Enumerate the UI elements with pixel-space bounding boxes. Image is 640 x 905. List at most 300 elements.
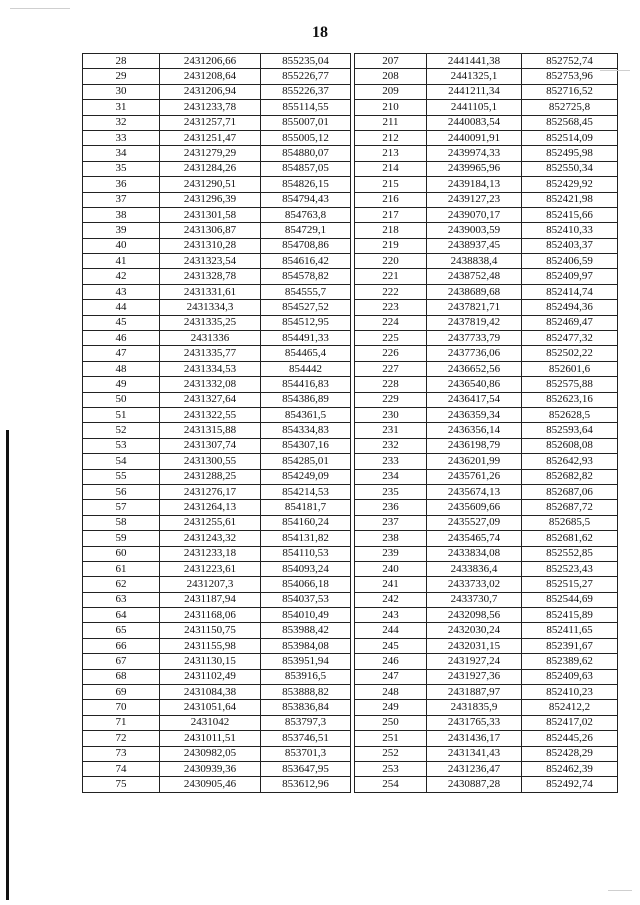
- point-number-left: 41: [83, 254, 160, 269]
- y-coordinate-right: 852515,27: [522, 577, 618, 592]
- point-number-right: 240: [355, 561, 427, 576]
- table-row: [83, 515, 618, 530]
- table-row: [83, 392, 618, 407]
- y-coordinate-right: 852544,69: [522, 592, 618, 607]
- y-coordinate-right: 852429,92: [522, 177, 618, 192]
- x-coordinate-left: 2431301,58: [160, 207, 261, 222]
- table-row: [83, 469, 618, 484]
- point-number-left: 31: [83, 100, 160, 115]
- y-coordinate-left: 855235,04: [261, 54, 351, 69]
- x-coordinate-left: 2431187,94: [160, 592, 261, 607]
- x-coordinate-right: 2431887,97: [427, 685, 522, 700]
- point-number-left: 52: [83, 423, 160, 438]
- page-number: 18: [312, 24, 328, 41]
- x-coordinate-left: 2430982,05: [160, 746, 261, 761]
- y-coordinate-left: 854181,7: [261, 500, 351, 515]
- y-coordinate-left: 854285,01: [261, 454, 351, 469]
- y-coordinate-right: 852716,52: [522, 84, 618, 99]
- x-coordinate-left: 2431296,39: [160, 192, 261, 207]
- x-coordinate-right: 2432030,24: [427, 623, 522, 638]
- y-coordinate-right: 852389,62: [522, 654, 618, 669]
- x-coordinate-left: 2431251,47: [160, 130, 261, 145]
- x-coordinate-right: 2438838,4: [427, 254, 522, 269]
- table-row: [83, 130, 618, 145]
- y-coordinate-right: 852681,62: [522, 531, 618, 546]
- y-coordinate-left: 855114,55: [261, 100, 351, 115]
- x-coordinate-right: 2437736,06: [427, 346, 522, 361]
- x-coordinate-right: 2435465,74: [427, 531, 522, 546]
- y-coordinate-left: 853984,08: [261, 638, 351, 653]
- point-number-left: 70: [83, 700, 160, 715]
- x-coordinate-left: 2431284,26: [160, 161, 261, 176]
- point-number-left: 58: [83, 515, 160, 530]
- x-coordinate-left: 2431306,87: [160, 223, 261, 238]
- table-row: [83, 146, 618, 161]
- x-coordinate-left: 2431307,74: [160, 438, 261, 453]
- table-row: [83, 546, 618, 561]
- table-row: [83, 700, 618, 715]
- x-coordinate-right: 2431436,17: [427, 731, 522, 746]
- table-row: [83, 115, 618, 130]
- point-number-left: 48: [83, 361, 160, 376]
- point-number-right: 237: [355, 515, 427, 530]
- x-coordinate-right: 2439184,13: [427, 177, 522, 192]
- y-coordinate-left: 854249,09: [261, 469, 351, 484]
- y-coordinate-right: 852608,08: [522, 438, 618, 453]
- y-coordinate-right: 852575,88: [522, 377, 618, 392]
- x-coordinate-left: 2431323,54: [160, 254, 261, 269]
- y-coordinate-right: 852593,64: [522, 423, 618, 438]
- y-coordinate-left: 853836,84: [261, 700, 351, 715]
- y-coordinate-left: 854491,33: [261, 331, 351, 346]
- point-number-left: 65: [83, 623, 160, 638]
- point-number-left: 53: [83, 438, 160, 453]
- x-coordinate-left: 2431327,64: [160, 392, 261, 407]
- point-number-right: 216: [355, 192, 427, 207]
- table-row: [83, 177, 618, 192]
- x-coordinate-left: 2431276,17: [160, 484, 261, 499]
- x-coordinate-left: 2431315,88: [160, 423, 261, 438]
- x-coordinate-left: 2431288,25: [160, 469, 261, 484]
- point-number-left: 56: [83, 484, 160, 499]
- point-number-right: 238: [355, 531, 427, 546]
- point-number-left: 38: [83, 207, 160, 222]
- y-coordinate-right: 852623,16: [522, 392, 618, 407]
- y-coordinate-left: 854763,8: [261, 207, 351, 222]
- point-number-left: 67: [83, 654, 160, 669]
- x-coordinate-right: 2431236,47: [427, 761, 522, 776]
- y-coordinate-left: 853988,42: [261, 623, 351, 638]
- x-coordinate-left: 2431130,15: [160, 654, 261, 669]
- point-number-right: 247: [355, 669, 427, 684]
- table-row: [83, 746, 618, 761]
- y-coordinate-left: 854729,1: [261, 223, 351, 238]
- y-coordinate-left: 854442: [261, 361, 351, 376]
- y-coordinate-left: 855226,37: [261, 84, 351, 99]
- table-row: [83, 777, 618, 792]
- x-coordinate-right: 2440091,91: [427, 130, 522, 145]
- table-row: [83, 669, 618, 684]
- y-coordinate-left: 854037,53: [261, 592, 351, 607]
- y-coordinate-left: 854361,5: [261, 407, 351, 422]
- scan-noise-mark: [608, 890, 632, 891]
- y-coordinate-right: 852752,74: [522, 54, 618, 69]
- y-coordinate-left: 854826,15: [261, 177, 351, 192]
- x-coordinate-left: 2431334,53: [160, 361, 261, 376]
- x-coordinate-left: 2431328,78: [160, 269, 261, 284]
- x-coordinate-left: 2431310,28: [160, 238, 261, 253]
- point-number-right: 248: [355, 685, 427, 700]
- table-body: [83, 54, 618, 793]
- point-number-left: 39: [83, 223, 160, 238]
- point-number-right: 219: [355, 238, 427, 253]
- point-number-right: 231: [355, 423, 427, 438]
- point-number-left: 36: [83, 177, 160, 192]
- y-coordinate-left: 854527,52: [261, 300, 351, 315]
- point-number-right: 224: [355, 315, 427, 330]
- table-row: [83, 407, 618, 422]
- y-coordinate-right: 852411,65: [522, 623, 618, 638]
- point-number-left: 44: [83, 300, 160, 315]
- x-coordinate-right: 2437819,42: [427, 315, 522, 330]
- x-coordinate-right: 2436198,79: [427, 438, 522, 453]
- table-row: [83, 100, 618, 115]
- table-row: [83, 377, 618, 392]
- table-row: [83, 346, 618, 361]
- y-coordinate-left: 853647,95: [261, 761, 351, 776]
- y-coordinate-right: 852406,59: [522, 254, 618, 269]
- y-coordinate-right: 852428,29: [522, 746, 618, 761]
- x-coordinate-right: 2441105,1: [427, 100, 522, 115]
- x-coordinate-right: 2431927,36: [427, 669, 522, 684]
- x-coordinate-right: 2438937,45: [427, 238, 522, 253]
- x-coordinate-right: 2431765,33: [427, 715, 522, 730]
- table-row: [83, 623, 618, 638]
- y-coordinate-right: 852415,89: [522, 608, 618, 623]
- point-number-right: 251: [355, 731, 427, 746]
- x-coordinate-right: 2436356,14: [427, 423, 522, 438]
- point-number-left: 35: [83, 161, 160, 176]
- y-coordinate-left: 854160,24: [261, 515, 351, 530]
- y-coordinate-right: 852462,39: [522, 761, 618, 776]
- x-coordinate-right: 2439070,17: [427, 207, 522, 222]
- y-coordinate-left: 853612,96: [261, 777, 351, 792]
- point-number-left: 34: [83, 146, 160, 161]
- point-number-left: 51: [83, 407, 160, 422]
- point-number-right: 239: [355, 546, 427, 561]
- point-number-left: 62: [83, 577, 160, 592]
- y-coordinate-right: 852495,98: [522, 146, 618, 161]
- x-coordinate-right: 2441211,34: [427, 84, 522, 99]
- point-number-left: 46: [83, 331, 160, 346]
- table-row: [83, 608, 618, 623]
- y-coordinate-left: 854794,43: [261, 192, 351, 207]
- y-coordinate-right: 852687,06: [522, 484, 618, 499]
- y-coordinate-right: 852685,5: [522, 515, 618, 530]
- x-coordinate-right: 2433730,7: [427, 592, 522, 607]
- point-number-left: 40: [83, 238, 160, 253]
- y-coordinate-left: 854334,83: [261, 423, 351, 438]
- y-coordinate-right: 852552,85: [522, 546, 618, 561]
- table-row: [83, 207, 618, 222]
- x-coordinate-right: 2432098,56: [427, 608, 522, 623]
- table-row: [83, 638, 618, 653]
- x-coordinate-right: 2430887,28: [427, 777, 522, 792]
- x-coordinate-left: 2431223,61: [160, 561, 261, 576]
- y-coordinate-right: 852514,09: [522, 130, 618, 145]
- x-coordinate-right: 2439127,23: [427, 192, 522, 207]
- y-coordinate-right: 852410,33: [522, 223, 618, 238]
- y-coordinate-right: 852725,8: [522, 100, 618, 115]
- table-row: [83, 454, 618, 469]
- table-row: [83, 577, 618, 592]
- point-number-right: 236: [355, 500, 427, 515]
- y-coordinate-left: 854512,95: [261, 315, 351, 330]
- x-coordinate-right: 2438689,68: [427, 284, 522, 299]
- y-coordinate-left: 854857,05: [261, 161, 351, 176]
- point-number-right: 243: [355, 608, 427, 623]
- point-number-left: 49: [83, 377, 160, 392]
- x-coordinate-right: 2436417,54: [427, 392, 522, 407]
- x-coordinate-left: 2431322,55: [160, 407, 261, 422]
- table-row: [83, 761, 618, 776]
- y-coordinate-right: 852477,32: [522, 331, 618, 346]
- x-coordinate-left: 2431332,08: [160, 377, 261, 392]
- point-number-left: 73: [83, 746, 160, 761]
- point-number-right: 252: [355, 746, 427, 761]
- y-coordinate-right: 852412,2: [522, 700, 618, 715]
- table-row: [83, 654, 618, 669]
- y-coordinate-right: 852550,34: [522, 161, 618, 176]
- x-coordinate-left: 2431207,3: [160, 577, 261, 592]
- table-row: [83, 84, 618, 99]
- table-row: [83, 331, 618, 346]
- point-number-left: 63: [83, 592, 160, 607]
- point-number-left: 71: [83, 715, 160, 730]
- y-coordinate-right: 852414,74: [522, 284, 618, 299]
- y-coordinate-left: 854010,49: [261, 608, 351, 623]
- point-number-right: 234: [355, 469, 427, 484]
- table-row: [83, 500, 618, 515]
- y-coordinate-right: 852417,02: [522, 715, 618, 730]
- table-row: [83, 69, 618, 84]
- y-coordinate-left: 854093,24: [261, 561, 351, 576]
- table-row: [83, 531, 618, 546]
- x-coordinate-right: 2435674,13: [427, 484, 522, 499]
- point-number-left: 66: [83, 638, 160, 653]
- point-number-left: 61: [83, 561, 160, 576]
- point-number-left: 54: [83, 454, 160, 469]
- point-number-left: 59: [83, 531, 160, 546]
- x-coordinate-left: 2431334,3: [160, 300, 261, 315]
- y-coordinate-right: 852409,97: [522, 269, 618, 284]
- x-coordinate-left: 2431084,38: [160, 685, 261, 700]
- x-coordinate-right: 2431341,43: [427, 746, 522, 761]
- y-coordinate-left: 854578,82: [261, 269, 351, 284]
- y-coordinate-left: 854555,7: [261, 284, 351, 299]
- point-number-left: 57: [83, 500, 160, 515]
- point-number-right: 217: [355, 207, 427, 222]
- x-coordinate-right: 2436359,34: [427, 407, 522, 422]
- y-coordinate-right: 852445,26: [522, 731, 618, 746]
- point-number-left: 47: [83, 346, 160, 361]
- y-coordinate-right: 852469,47: [522, 315, 618, 330]
- point-number-right: 229: [355, 392, 427, 407]
- point-number-left: 55: [83, 469, 160, 484]
- y-coordinate-right: 852642,93: [522, 454, 618, 469]
- table-row: [83, 592, 618, 607]
- x-coordinate-left: 2431042: [160, 715, 261, 730]
- x-coordinate-left: 2431335,77: [160, 346, 261, 361]
- x-coordinate-right: 2433733,02: [427, 577, 522, 592]
- point-number-right: 253: [355, 761, 427, 776]
- y-coordinate-left: 854307,16: [261, 438, 351, 453]
- point-number-left: 50: [83, 392, 160, 407]
- point-number-right: 222: [355, 284, 427, 299]
- y-coordinate-right: 852628,5: [522, 407, 618, 422]
- x-coordinate-left: 2431051,64: [160, 700, 261, 715]
- y-coordinate-left: 855005,12: [261, 130, 351, 145]
- point-number-left: 28: [83, 54, 160, 69]
- x-coordinate-left: 2431208,64: [160, 69, 261, 84]
- point-number-right: 244: [355, 623, 427, 638]
- point-number-right: 249: [355, 700, 427, 715]
- y-coordinate-left: 853797,3: [261, 715, 351, 730]
- point-number-right: 230: [355, 407, 427, 422]
- y-coordinate-right: 852753,96: [522, 69, 618, 84]
- x-coordinate-right: 2439974,33: [427, 146, 522, 161]
- x-coordinate-left: 2431011,51: [160, 731, 261, 746]
- x-coordinate-left: 2431168,06: [160, 608, 261, 623]
- x-coordinate-right: 2433836,4: [427, 561, 522, 576]
- x-coordinate-left: 2431264,13: [160, 500, 261, 515]
- table-row: [83, 238, 618, 253]
- table-row: [83, 254, 618, 269]
- x-coordinate-left: 2431233,18: [160, 546, 261, 561]
- x-coordinate-left: 2431206,94: [160, 84, 261, 99]
- x-coordinate-left: 2430939,36: [160, 761, 261, 776]
- x-coordinate-right: 2431835,9: [427, 700, 522, 715]
- point-number-left: 33: [83, 130, 160, 145]
- point-number-right: 211: [355, 115, 427, 130]
- x-coordinate-right: 2436540,86: [427, 377, 522, 392]
- y-coordinate-left: 854386,89: [261, 392, 351, 407]
- point-number-right: 215: [355, 177, 427, 192]
- y-coordinate-left: 854110,53: [261, 546, 351, 561]
- point-number-left: 45: [83, 315, 160, 330]
- y-coordinate-right: 852409,63: [522, 669, 618, 684]
- point-number-right: 233: [355, 454, 427, 469]
- scan-noise-mark: [600, 70, 630, 71]
- y-coordinate-left: 854214,53: [261, 484, 351, 499]
- table-row: [83, 161, 618, 176]
- x-coordinate-left: 2431290,51: [160, 177, 261, 192]
- table-row: [83, 223, 618, 238]
- y-coordinate-left: 854616,42: [261, 254, 351, 269]
- x-coordinate-left: 2431279,29: [160, 146, 261, 161]
- point-number-right: 210: [355, 100, 427, 115]
- x-coordinate-left: 2431150,75: [160, 623, 261, 638]
- table-row: [83, 423, 618, 438]
- y-coordinate-left: 854131,82: [261, 531, 351, 546]
- x-coordinate-left: 2431335,25: [160, 315, 261, 330]
- y-coordinate-right: 852492,74: [522, 777, 618, 792]
- point-number-right: 223: [355, 300, 427, 315]
- table-row: [83, 561, 618, 576]
- y-coordinate-right: 852494,36: [522, 300, 618, 315]
- point-number-left: 64: [83, 608, 160, 623]
- point-number-left: 69: [83, 685, 160, 700]
- x-coordinate-right: 2435761,26: [427, 469, 522, 484]
- x-coordinate-left: 2431255,61: [160, 515, 261, 530]
- point-number-right: 235: [355, 484, 427, 499]
- x-coordinate-right: 2439965,96: [427, 161, 522, 176]
- x-coordinate-right: 2438752,48: [427, 269, 522, 284]
- scan-noise-mark: [10, 8, 70, 9]
- x-coordinate-right: 2431927,24: [427, 654, 522, 669]
- y-coordinate-right: 852523,43: [522, 561, 618, 576]
- point-number-right: 227: [355, 361, 427, 376]
- point-number-right: 214: [355, 161, 427, 176]
- y-coordinate-right: 852502,22: [522, 346, 618, 361]
- table-row: [83, 300, 618, 315]
- table-row: [83, 715, 618, 730]
- x-coordinate-right: 2435609,66: [427, 500, 522, 515]
- point-number-right: 250: [355, 715, 427, 730]
- x-coordinate-left: 2431102,49: [160, 669, 261, 684]
- coordinates-table: [82, 53, 618, 793]
- y-coordinate-right: 852421,98: [522, 192, 618, 207]
- x-coordinate-left: 2431336: [160, 331, 261, 346]
- table-row: [83, 361, 618, 376]
- point-number-left: 32: [83, 115, 160, 130]
- y-coordinate-right: 852410,23: [522, 685, 618, 700]
- point-number-right: 225: [355, 331, 427, 346]
- point-number-right: 228: [355, 377, 427, 392]
- point-number-right: 245: [355, 638, 427, 653]
- y-coordinate-left: 854708,86: [261, 238, 351, 253]
- point-number-left: 68: [83, 669, 160, 684]
- point-number-left: 30: [83, 84, 160, 99]
- point-number-left: 74: [83, 761, 160, 776]
- table-row: [83, 54, 618, 69]
- y-coordinate-left: 855226,77: [261, 69, 351, 84]
- point-number-left: 29: [83, 69, 160, 84]
- x-coordinate-right: 2441325,1: [427, 69, 522, 84]
- point-number-left: 60: [83, 546, 160, 561]
- x-coordinate-left: 2431243,32: [160, 531, 261, 546]
- y-coordinate-left: 853701,3: [261, 746, 351, 761]
- y-coordinate-left: 855007,01: [261, 115, 351, 130]
- y-coordinate-right: 852415,66: [522, 207, 618, 222]
- table-row: [83, 269, 618, 284]
- x-coordinate-right: 2436201,99: [427, 454, 522, 469]
- y-coordinate-right: 852687,72: [522, 500, 618, 515]
- y-coordinate-right: 852403,37: [522, 238, 618, 253]
- point-number-left: 72: [83, 731, 160, 746]
- table-row: [83, 284, 618, 299]
- x-coordinate-right: 2437733,79: [427, 331, 522, 346]
- point-number-left: 42: [83, 269, 160, 284]
- point-number-right: 241: [355, 577, 427, 592]
- point-number-left: 43: [83, 284, 160, 299]
- scan-edge-bar: [6, 430, 9, 900]
- point-number-right: 242: [355, 592, 427, 607]
- table-row: [83, 484, 618, 499]
- y-coordinate-left: 853888,82: [261, 685, 351, 700]
- point-number-right: 226: [355, 346, 427, 361]
- x-coordinate-left: 2430905,46: [160, 777, 261, 792]
